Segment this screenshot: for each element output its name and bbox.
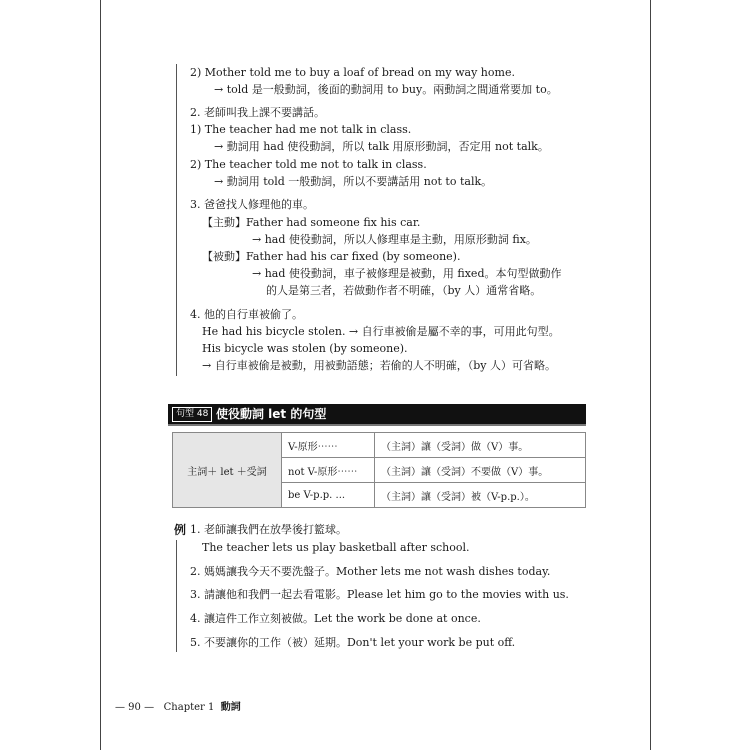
text-line: → 動詞用 had 使役動詞，所以 talk 用原形動詞，否定用 not talk。 — [214, 140, 549, 153]
text-line: 1) The teacher had me not talk in class. — [190, 123, 412, 136]
example-line: 4. 讓這件工作立刻被做。Let the work be done at once. — [190, 612, 481, 625]
text-line: 2. 老師叫我上課不要講話。 — [190, 106, 325, 119]
section-title: 使役動詞 let 的句型 — [216, 407, 327, 421]
pattern-form: not V-原形⋯⋯ — [282, 458, 375, 483]
header-rule — [168, 424, 586, 426]
pattern-badge: 句型 48 — [172, 407, 212, 422]
table-row — [173, 433, 586, 458]
example-line: 2. 媽媽讓我今天不要洗盤子。Mother lets me not wash dishes today. — [190, 565, 551, 578]
text-line: 【被動】Father had his car fixed (by someone). — [202, 250, 461, 263]
pattern-meaning: （主詞）讓（受詞）不要做（V）事。 — [375, 458, 586, 483]
example-line: 3. 請讓他和我們一起去看電影。Please let him go to the movies with us. — [190, 588, 569, 601]
text-line: → 自行車被偷是被動，用被動語態；若偷的人不明確，（by 人）可省略。 — [202, 359, 556, 372]
left-rule-top — [176, 64, 177, 376]
chapter-title: 動詞 — [220, 702, 241, 713]
text-line: → had 使役動詞，所以人修理車是主動，用原形動詞 fix。 — [252, 233, 537, 246]
text-line: He had his bicycle stolen. → 自行車被偷是屬不幸的事，可用此句型。 — [202, 325, 560, 338]
text-line: 2) The teacher told me not to talk in class. — [190, 158, 427, 171]
pattern-meaning: （主詞）讓（受詞）被（V-p.p.）。 — [375, 483, 586, 508]
text-line: → had 使役動詞，車子被修理是被動，用 fixed。本句型做動作 — [252, 267, 562, 280]
pattern-form: be V-p.p. ... — [282, 483, 375, 508]
text-line: 3. 爸爸找人修理他的車。 — [190, 198, 314, 211]
chapter-label: Chapter 1 — [163, 702, 215, 713]
text-line: 的人是第三者，若做動作者不明確，（by 人）通常省略。 — [266, 284, 542, 297]
example-line: The teacher lets us play basketball after school. — [202, 541, 470, 554]
example-line: 5. 不要讓你的工作（被）延期。Don't let your work be put off. — [190, 636, 516, 649]
text-line: His bicycle was stolen (by someone). — [202, 342, 408, 355]
text-line: → 動詞用 told 一般動詞，所以不要講話用 not to talk。 — [214, 175, 493, 188]
example-line: 1. 老師讓我們在放學後打籃球。 — [190, 523, 347, 536]
section-header — [168, 404, 586, 424]
example-mark: 例 — [174, 523, 187, 537]
pattern-table — [172, 432, 586, 508]
text-line: 2) Mother told me to buy a loaf of bread on my way home. — [190, 66, 515, 79]
page-footer — [115, 701, 241, 715]
text-line: 4. 他的自行車被偷了。 — [190, 308, 303, 321]
page-number: — 90 — — [115, 702, 155, 713]
pattern-form: V-原形⋯⋯ — [282, 433, 375, 458]
left-rule-bottom — [176, 540, 177, 652]
pattern-meaning: （主詞）讓（受詞）做（V）事。 — [375, 433, 586, 458]
text-line: → told 是一般動詞，後面的動詞用 to buy。兩動詞之間通常要加 to。 — [214, 83, 558, 96]
pattern-label: 主詞＋ let ＋受詞 — [173, 433, 282, 508]
text-line: 【主動】Father had someone fix his car. — [202, 216, 421, 229]
